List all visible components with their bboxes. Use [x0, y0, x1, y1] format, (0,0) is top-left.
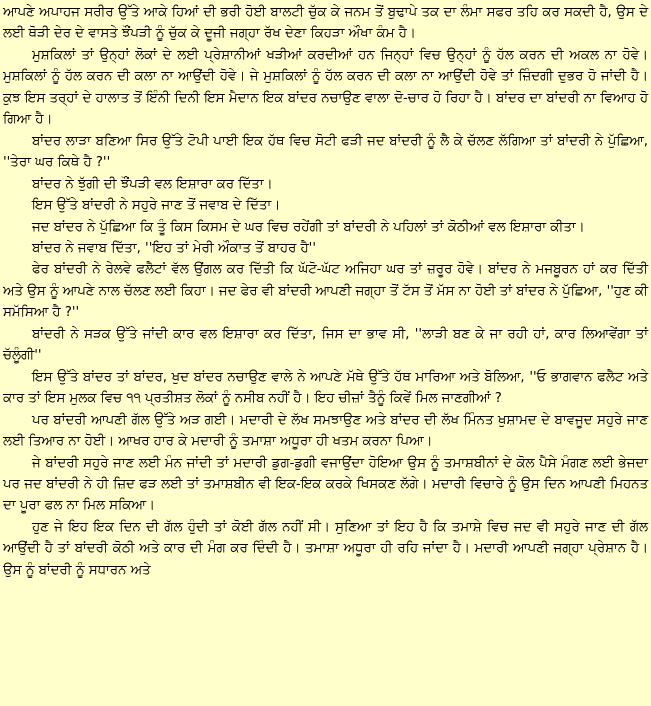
paragraph-4: ਬਾਂਦਰ ਨੇ ਝੁੱਗੀ ਦੀ ਝੌਂਪੜੀ ਵਲ ਇਸ਼ਾਰਾ ਕਰ ਦਿੱਤਾ।: [32, 176, 273, 192]
paragraph-9: ਬਾਂਦਰੀ ਨੇ ਸੜਕ ਉੱਤੇ ਜਾਂਦੀ ਕਾਰ ਵਲ ਇਸ਼ਾਰਾ ਕਰ ਦਿੱਤਾ, ਜਿਸ ਦਾ ਭਾਵ ਸੀ, ''ਲਾੜੀ ਬਣ ਕੇ ਜਾ ਰਹੀ ਹਾਂ, ਕਾਰ ਲਿਆਵੇਂਗਾ ਤਾਂ ਚੱਲੂੰਗੀ'': [3, 326, 648, 364]
paragraph-3: ਬਾਂਦਰ ਲਾੜਾ ਬਣਿਆ ਸਿਰ ਉੱਤੇ ਟੋਪੀ ਪਾਈ ਇਕ ਹੱਥ ਵਿਚ ਸੋਟੀ ਫੜੀ ਜਦ ਬਾਂਦਰੀ ਨੂੰ ਲੈ ਕੇ ਚੱਲਣ ਲੱਗਿਆ ਤਾਂ ਬਾਂਦਰੀ ਨੇ ਪੁੱਛਿਆ, ''ਤੇਰਾ ਘਰ ਕਿਥੇ ਹੈ ?'': [3, 133, 648, 171]
paragraph-1: ਆਪਣੇ ਅਪਾਹਜ ਸਰੀਰ ਉੱਤੇ ਆਕੇ ਹਿਆਂ ਦੀ ਭਰੀ ਹੋਈ ਬਾਲਟੀ ਚੁੱਕ ਕੇ ਜਨਮ ਤੋਂ ਬੁਢਾਪੇ ਤਕ ਦਾ ਲੰਮਾ ਸਫਰ ਤਹਿ ਕਰ ਸਕਦੀ ਹੈ, ਉਸ ਦੇ ਲਈ ਥੋੜੀ ਦੇਰ ਦੇ ਵਾਸਤੇ ਝੌਂਪੜੀ ਨੂੰ ਚੁੱਕ ਕੇ ਦੂਜੀ ਜਗ੍ਹਾ ਰੱਖ ਦੇਣਾ ਕਿਹੜਾ ਔਖਾ ਕੰਮ ਹੈ।: [3, 5, 648, 42]
paragraph-7: ਬਾਂਦਰ ਨੇ ਜਵਾਬ ਦਿੱਤਾ, ''ਇਹ ਤਾਂ ਮੇਰੀ ਔਕਾਤ ਤੋਂ ਬਾਹਰ ਹੈ'': [32, 240, 316, 256]
paragraph-5: ਇਸ ਉੱਤੇ ਬਾਂਦਰੀ ਨੇ ਸਹੁਰੇ ਜਾਣ ਤੋਂ ਜਵਾਬ ਦੇ ਦਿੱਤਾ।: [32, 198, 281, 214]
paragraph-2: ਮੁਸ਼ਕਿਲਾਂ ਤਾਂ ਉਨ੍ਹਾਂ ਲੋਕਾਂ ਦੇ ਲਈ ਪ੍ਰੇਸ਼ਾਨੀਆਂ ਖੜੀਆਂ ਕਰਦੀਆਂ ਹਨ ਜਿਨ੍ਹਾਂ ਵਿਚ ਉਨ੍ਹਾਂ ਨੂੰ ਹੱਲ ਕਰਨ ਦੀ ਅਕਲ ਨਾ ਹੋਵੇ। ਮੁਸ਼ਕਿਲਾਂ ਨੂੰ ਹੱਲ ਕਰਨ ਦੀ ਕਲਾ ਨਾ ਆਉਂਦੀ ਹੋਵੇ। ਜੇ ਮੁਸ਼ਕਿਲਾਂ ਨੂੰ ਹੱਲ ਕਰਨ ਦੀ ਕਲਾ ਨਾ ਆਉਂਦੀ ਹੋਵੇ ਤਾਂ ਜ਼ਿੰਦਗੀ ਦੁਭਰ ਹੋ ਜਾਂਦੀ ਹੈ। ਕੁਝ ਇਸ ਤਰ੍ਹਾਂ ਦੇ ਹਾਲਾਤ ਤੋਂ ਇੰਨੀ ਦਿਨੀ ਇਸ ਮੈਦਾਨ ਇਕ ਬਾਂਦਰ ਨਚਾਉਣ ਵਾਲਾ ਦੋ-ਚਾਰ ਹੋ ਰਿਹਾ ਹੈ। ਬਾਂਦਰ ਦਾ ਬਾਂਦਰੀ ਨਾ ਵਿਆਹ ਹੋ ਗਿਆ ਹੈ।: [3, 47, 648, 128]
paragraph-12: ਜੇ ਬਾਂਦਰੀ ਸਹੁਰੇ ਜਾਣ ਲਈ ਮੰਨ ਜਾਂਦੀ ਤਾਂ ਮਦਾਰੀ ਡੁਗ-ਡੁਗੀ ਵਜਾਉਂਦਾ ਹੋਇਆ ਉਸ ਨੂੰ ਤਮਾਸ਼ਬੀਨਾਂ ਦੇ ਕੋਲ ਪੈਸੇ ਮੰਗਣ ਲਈ ਭੇਜਦਾ ਪਰ ਜਦ ਬਾਂਦਰੀ ਨੇ ਹੀ ਜ਼ਿਦ ਫੜ ਲਈ ਤਾਂ ਤਮਾਸ਼ਬੀਨ ਵੀ ਇਕ-ਇਕ ਕਰਕੇ ਖਿਸਕਣ ਲੱਗੇ। ਮਦਾਰੀ ਵਿਚਾਰੇ ਨੂੰ ਉਸ ਦਿਨ ਆਪਣੀ ਮਿਹਨਤ ਦਾ ਪੂਰਾ ਫਲ ਨਾ ਮਿਲ ਸਕਿਆ।: [3, 455, 648, 514]
paragraph-6: ਜਦ ਬਾਂਦਰ ਨੇ ਪੁੱਛਿਆ ਕਿ ਤੂੰ ਕਿਸ ਕਿਸਮ ਦੇ ਘਰ ਵਿਚ ਰਹੇਂਗੀ ਤਾਂ ਬਾਂਦਰੀ ਨੇ ਪਹਿਲਾਂ ਤਾਂ ਕੋਠੀਆਂ ਵਲ ਇਸ਼ਾਰਾ ਕੀਤਾ।: [32, 219, 585, 235]
paragraph-11: ਪਰ ਬਾਂਦਰੀ ਆਪਣੀ ਗੱਲ ਉੱਤੇ ਅੜ ਗਈ। ਮਦਾਰੀ ਦੇ ਲੱਖ ਸਮਝਾਉਣ ਅਤੇ ਬਾਂਦਰ ਦੀ ਲੱਖ ਮਿੰਨਤ ਖੁਸ਼ਾਮਦ ਦੇ ਬਾਵਜੂਦ ਸਹੁਰੇ ਜਾਣ ਲਈ ਤਿਆਰ ਨਾ ਹੋਈ। ਆਖਰ ਹਾਰ ਕੇ ਮਦਾਰੀ ਨੂੰ ਤਮਾਸ਼ਾ ਅਧੂਰਾ ਹੀ ਖਤਮ ਕਰਨਾ ਪਿਆ।: [3, 412, 648, 450]
paragraph-13: ਹੁਣ ਜੇ ਇਹ ਇਕ ਦਿਨ ਦੀ ਗੱਲ ਹੁੰਦੀ ਤਾਂ ਕੋਈ ਗੱਲ ਨਹੀਂ ਸੀ। ਸੁਣਿਆ ਤਾਂ ਇਹ ਹੈ ਕਿ ਤਮਾਸ਼ੇ ਵਿਚ ਜਦ ਵੀ ਸਹੁਰੇ ਜਾਣ ਦੀ ਗੱਲ ਆਉਂਦੀ ਹੈ ਤਾਂ ਬਾਂਦਰੀ ਕੋਠੀ ਅਤੇ ਕਾਰ ਦੀ ਮੰਗ ਕਰ ਦਿੰਦੀ ਹੈ। ਤਮਾਸ਼ਾ ਅਧੂਰਾ ਹੀ ਰਹਿ ਜਾਂਦਾ ਹੈ। ਮਦਾਰੀ ਆਪਣੀ ਜਗ੍ਹਾ ਪ੍ਰੇਸ਼ਾਨ ਹੈ। ਉਸ ਨੂੰ ਬਾਂਦਰੀ ਨੂੰ ਸਧਾਰਨ ਅਤੇ: [3, 519, 648, 578]
paragraph-8: ਫੇਰ ਬਾਂਦਰੀ ਨੇ ਰੇਲਵੇ ਫਲੈਟਾਂ ਵੱਲ ਉਂਗਲ ਕਰ ਦਿੱਤੀ ਕਿ ਘੱਟੋ-ਘੱਟ ਅਜਿਹਾ ਘਰ ਤਾਂ ਜ਼ਰੂਰ ਹੋਵੇ। ਬਾਂਦਰ ਨੇ ਮਜਬੂਰਨ ਹਾਂ ਕਰ ਦਿੱਤੀ ਅਤੇ ਉਸ ਨੂੰ ਆਪਣੇ ਨਾਲ ਚੱਲਣ ਲਈ ਕਿਹਾ। ਜਦ ਫੇਰ ਵੀ ਬਾਂਦਰੀ ਆਪਣੀ ਜਗ੍ਹਾ ਤੋਂ ਟੱਸ ਤੋਂ ਮੱਸ ਨਾ ਹੋਈ ਤਾਂ ਬਾਂਦਰ ਨੇ ਪੁੱਛਿਆ, ''ਹੁਣ ਕੀ ਸਮੱਸਿਆ ਹੈ ?'': [3, 262, 648, 321]
paragraph-10: ਇਸ ਉੱਤੇ ਬਾਂਦਰ ਤਾਂ ਬਾਂਦਰ, ਖੁਦ ਬਾਂਦਰ ਨਚਾਉਣ ਵਾਲੇ ਨੇ ਆਪਣੇ ਮੱਥੇ ਉੱਤੇ ਹੱਥ ਮਾਰਿਆ ਅਤੇ ਬੋਲਿਆ, ''ਓ ਭਾਗਵਾਨ ਫਲੈਟ ਅਤੇ ਕਾਰ ਤਾਂ ਇਸ ਮੁਲਕ ਵਿਚ ੧੧ ਪ੍ਰਤੀਸ਼ਤ ਲੋਕਾਂ ਨੂੰ ਨਸੀਬ ਨਹੀਂ ਹੈ। ਇਹ ਚੀਜ਼ਾਂ ਤੈਨੂੰ ਕਿਵੇਂ ਮਿਲ ਜਾਣਗੀਆਂ ?: [3, 369, 648, 407]
